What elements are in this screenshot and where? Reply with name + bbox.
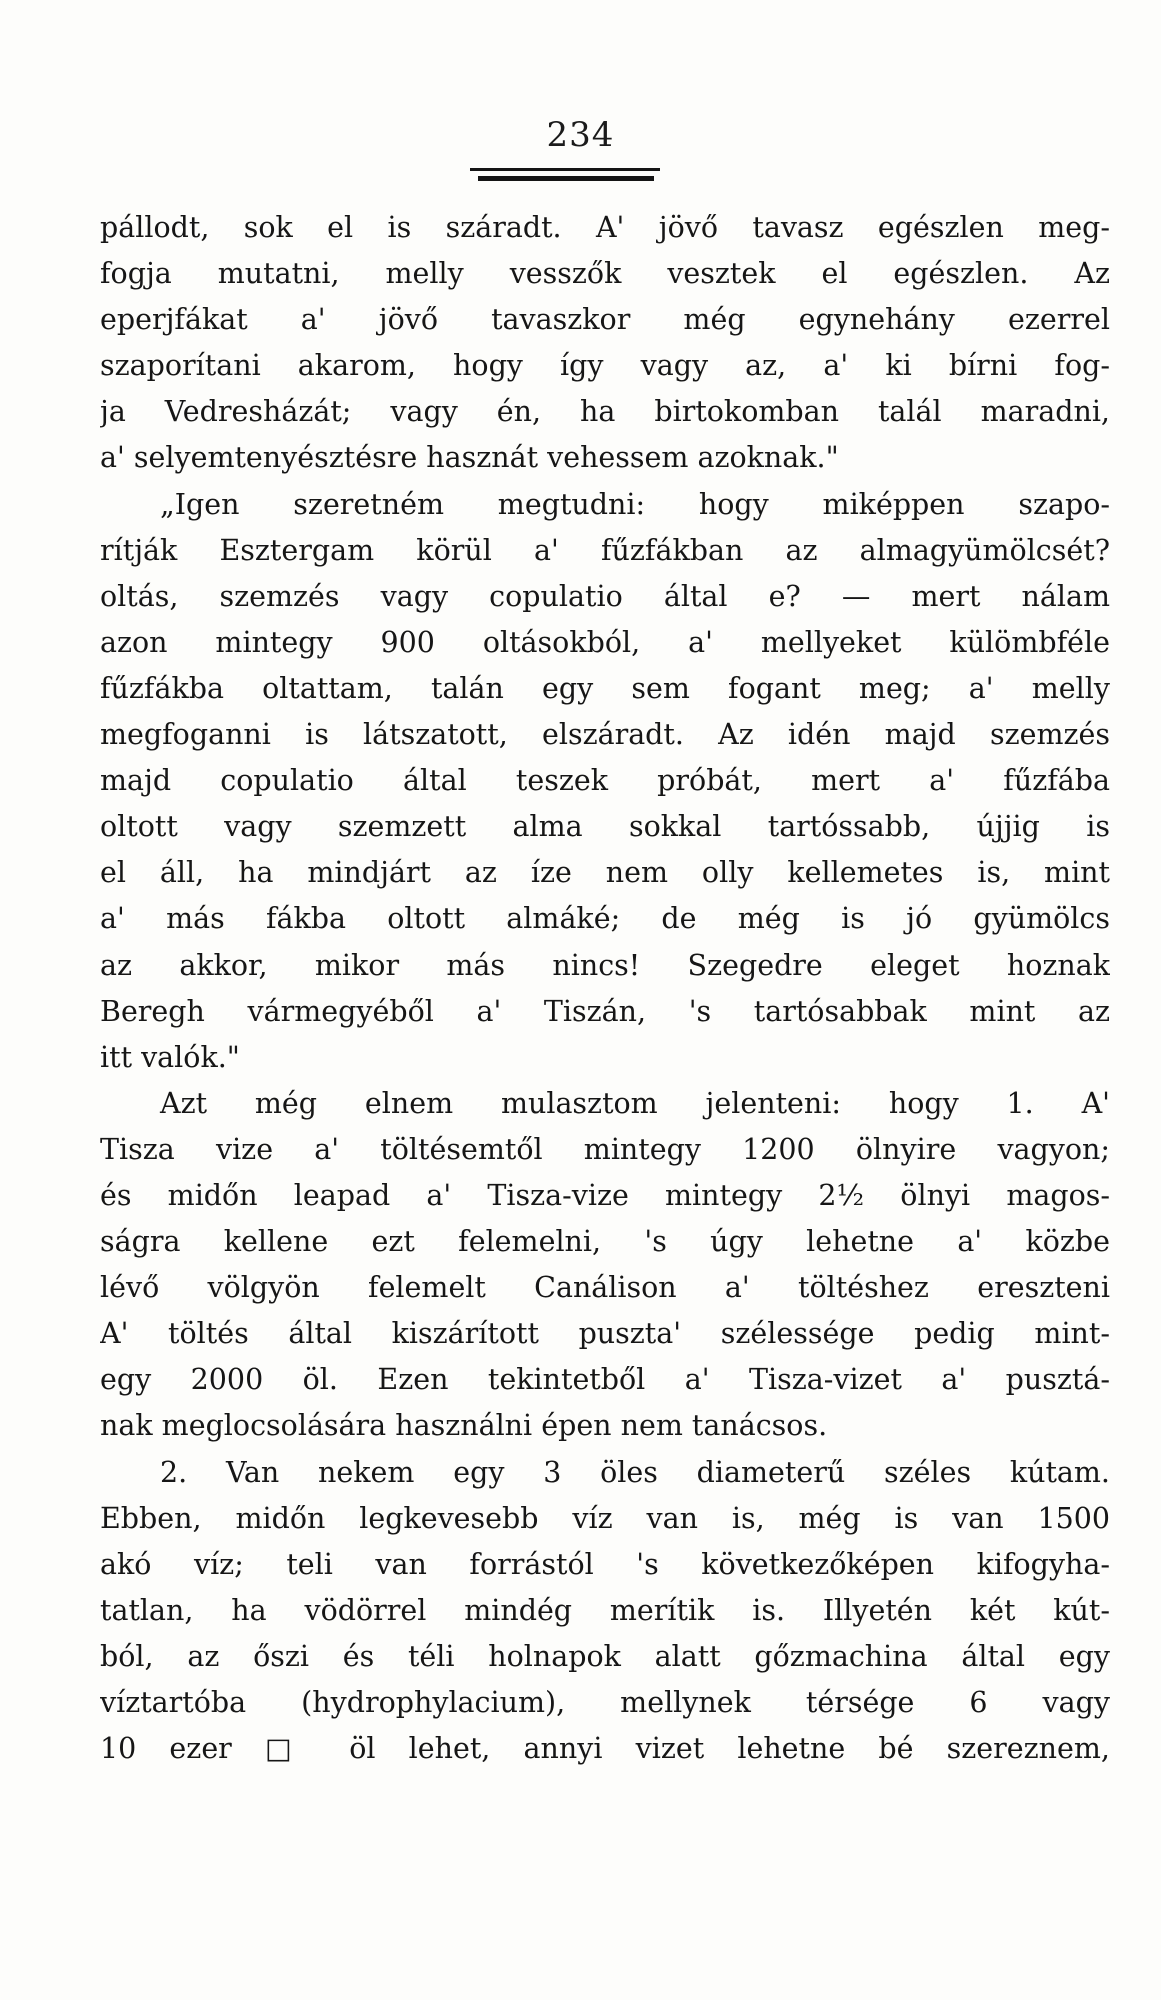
text-line: a' selyemtenyésztésre hasznát vehessem azoknak." bbox=[100, 441, 839, 475]
text-line: 10 ezer □ öl lehet, annyi vizet lehetne bé szereznem, bbox=[100, 1732, 1110, 1766]
header-rule-thin bbox=[470, 168, 660, 171]
text-line: egy 2000 öl. Ezen tekintetből a' Tisza-vizet a' pusztá- bbox=[100, 1363, 1110, 1397]
text-line: víztartóba (hydrophylacium), mellynek térsége 6 vagy bbox=[100, 1686, 1110, 1719]
text-line: oltott vagy szemzett alma sokkal tartóssabb, újjig is bbox=[100, 810, 1110, 844]
text-line: ból, az őszi és téli holnapok alatt gőzmachina által egy bbox=[100, 1639, 1110, 1673]
text-line: nak meglocsolására használni épen nem tanácsos. bbox=[100, 1409, 828, 1443]
text-line: akó víz; teli van forrástól 's következőképen kifogyha- bbox=[100, 1547, 1110, 1581]
text-line: szaporítani akarom, hogy így vagy az, a' ki bírni fog- bbox=[100, 349, 1110, 383]
text-line: a' más fákba oltott almáké; de még is jó gyümölcs bbox=[100, 902, 1110, 936]
header-rule-thick bbox=[478, 176, 654, 181]
text-line: el áll, ha mindjárt az íze nem olly kellemetes is, mint bbox=[100, 856, 1110, 890]
text-line: majd copulatio által teszek próbát, mert a' fűzfába bbox=[100, 764, 1110, 798]
text-line: lévő völgyön felemelt Canálison a' töltéshez ereszteni bbox=[100, 1271, 1110, 1305]
text-line: Ebben, midőn legkevesebb víz van is, még is van 1500 bbox=[100, 1501, 1110, 1535]
text-line: pállodt, sok el is száradt. A' jövő tavasz egészlen meg- bbox=[100, 211, 1110, 244]
text-line: Tisza vize a' töltésemtől mintegy 1200 ölnyire vagyon; bbox=[100, 1132, 1110, 1166]
text-line: az akkor, mikor más nincs! Szegedre eleget hoznak bbox=[100, 948, 1110, 982]
text-line: azon mintegy 900 oltásokból, a' mellyeket külömbféle bbox=[100, 625, 1110, 659]
text-line: oltás, szemzés vagy copulatio által e? — mert nálam bbox=[100, 579, 1110, 613]
text-line: megfoganni is látszatott, elszáradt. Az idén majd szemzés bbox=[100, 718, 1110, 752]
text-line: ja Vedresházát; vagy én, ha birtokomban talál maradni, bbox=[100, 395, 1110, 429]
text-line: és midőn leapad a' Tisza-vize mintegy 2½ ölnyi magos- bbox=[100, 1178, 1110, 1212]
text-line: fűzfákba oltattam, talán egy sem fogant meg; a' melly bbox=[100, 671, 1110, 705]
text-line: „Igen szeretném megtudni: hogy miképpen szapo- bbox=[160, 487, 1110, 521]
text-line: ságra kellene ezt felemelni, 's úgy lehetne a' közbe bbox=[100, 1225, 1110, 1259]
text-line: 2. Van nekem egy 3 öles diameterű széles kútam. bbox=[160, 1455, 1110, 1489]
text-line: A' töltés által kiszárított puszta' szélessége pedig mint- bbox=[100, 1317, 1110, 1351]
page-number: 234 bbox=[546, 115, 615, 155]
text-line: rítják Esztergam körül a' fűzfákban az almagyümölcsét? bbox=[100, 533, 1110, 567]
text-line: eperjfákat a' jövő tavaszkor még egynehány ezerrel bbox=[100, 303, 1110, 337]
body-text bbox=[100, 205, 1110, 1772]
text-line: itt valók." bbox=[100, 1040, 240, 1074]
text-line: tatlan, ha vödörrel mindég merítik is. Illyetén két kút- bbox=[100, 1593, 1110, 1627]
text-line: Beregh vármegyéből a' Tiszán, 's tartósabbak mint az bbox=[100, 994, 1110, 1028]
text-line: Azt még elnem mulasztom jelenteni: hogy 1. A' bbox=[160, 1086, 1110, 1120]
text-line: fogja mutatni, melly vesszők vesztek el egészlen. Az bbox=[100, 257, 1110, 291]
